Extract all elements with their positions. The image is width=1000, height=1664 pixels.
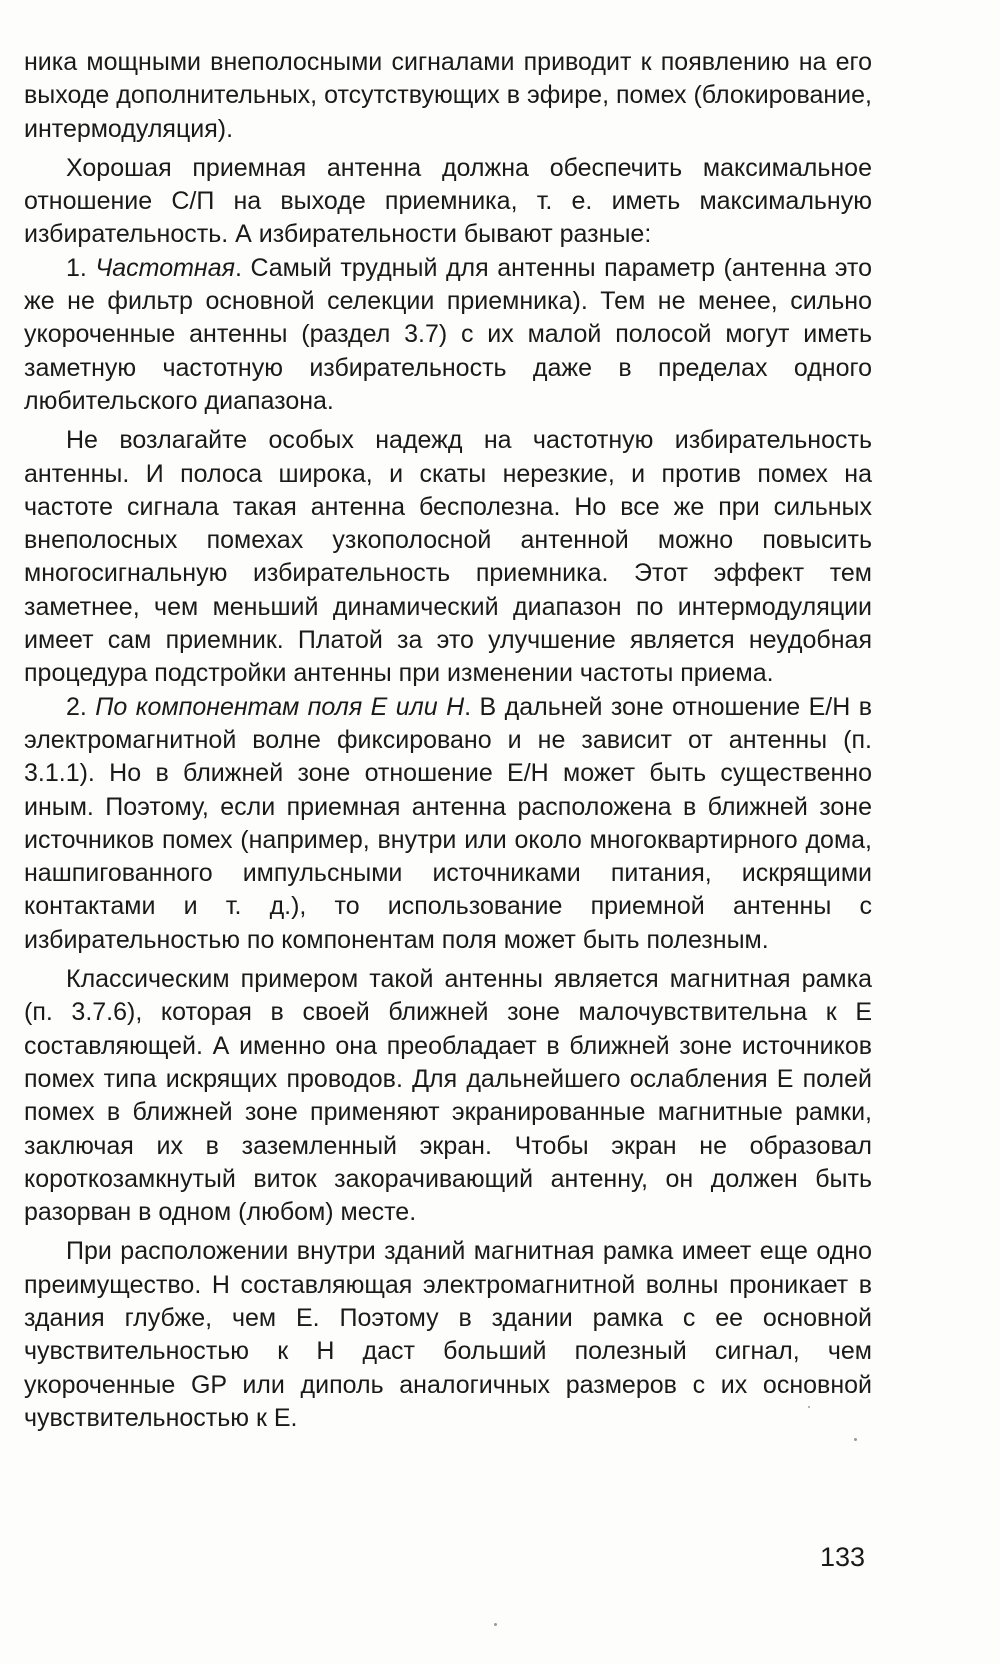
body-text [24,46,872,1435]
paragraph-selectivity-intro: Хорошая приемная антенна должна обеспечить максимальное отношение С/П на выходе приемника, т. е. иметь максимальную избирательность. А избирательности бывают разные: [24,153,872,249]
list-number: 2. [66,692,87,721]
list-text: . В дальней зоне отношение Е/Н в электромагнитной волне фиксировано и не зависит от антенны (п. 3.1.1). Но в ближней зоне отношение Е/Н может быть существенно иным. Поэтому, если приемная антенна расположена в ближней зоне источников помех (например, внутри или около многоквартирного дома, нашпигованного импульсными источниками питания, искрящими контактами и т. д.), то использование приемной антенны с избирательностью по компонентам поля может быть полезным. [24,692,872,954]
paragraph-magnetic-loop: Классическим примером такой антенны является магнитная рамка (п. 3.7.6), которая в своей ближней зоне малочувствительна к Е составляющей. А именно она преобладает в ближней зоне источников помех типа искрящих проводов. Для дальнейшего ослабления Е полей помех в ближней зоне применяют экранированные магнитные рамки, заключая их в заземленный экран. Чтобы экран не образовал короткозамкнутый виток закорачивающий антенну, он должен быть разорван в одном (любом) месте. [24,965,872,1227]
list-text: . Самый трудный для антенны параметр (антенна это же не фильтр основной селекции приемника). Тем не менее, сильно укороченные антенны (раздел 3.7) с их малой полосой могут иметь заметную частотную избирательность даже в пределах одного любительского диапазона. [24,253,873,415]
paragraph-indoor-advantage: При расположении внутри зданий магнитная рамка имеет еще одно преимущество. Н составляющая электромагнитной волны проникает в здания глубже, чем Е. Поэтому в здании рамка с ее основной чувствительностью к Н даст больший полезный сигнал, чем укороченные GP или диполь аналогичных размеров с их основной чувствительностью к Е. [24,1237,872,1432]
scan-speck [494,1623,497,1626]
scan-speck [808,1406,810,1408]
page-number: 133 [820,1542,866,1572]
scan-speck [854,1438,857,1441]
paragraph-frequency-selectivity [24,252,872,418]
paragraph-frequency-advice: Не возлагайте особых надежд на частотную избирательность антенны. И полоса широка, и скаты нерезкие, и против помех на частоте сигнала такая антенна бесполезна. Но все же при сильных внеполосных помехах узкополосной антенной можно повысить многосигнальную избирательность приемника. Этот эффект тем заметнее, чем меньший динамический диапазон по интермодуляции имеет сам приемник. Платой за это улучшение является неудобная процедура подстройки антенны при изменении частоты приема. [24,426,872,688]
paragraph-continuation: ника мощными внеполосными сигналами приводит к появлению на его выходе дополнительных, отсутствующих в эфире, помех (блокирование, интермодуляция). [24,48,872,143]
list-term: По компонентам поля Е или Н [95,692,465,721]
paragraph-field-components [24,691,872,957]
list-term: Частотная [95,253,235,282]
list-number: 1. [66,253,87,282]
